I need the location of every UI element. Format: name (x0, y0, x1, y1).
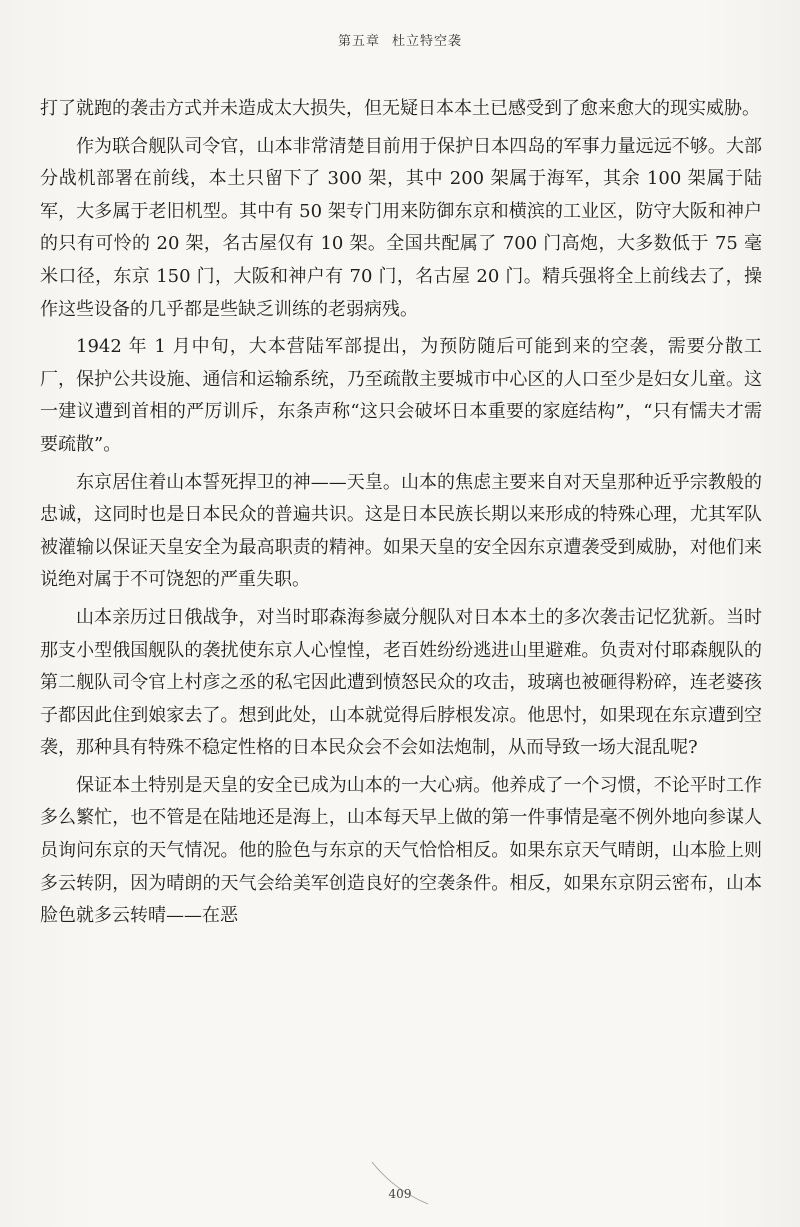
chapter-title: 杜立特空袭 (392, 34, 463, 49)
chapter-number: 第五章 (337, 34, 380, 49)
paragraph-4: 东京居住着山本誓死捍卫的神——天皇。山本的焦虑主要来自对天皇那种近乎宗教般的忠诚，这同时也是日本民众的普遍共识。这是日本民族长期以来形成的特殊心理，尤其军队被灌输以保证天皇安全为最高职责的精神。如果天皇的安全因东京遭袭受到威胁，对他们来说绝对属于不可饶恕的严重失职。 (40, 471, 762, 591)
body-text (40, 93, 762, 938)
paragraph-6: 保证本土特别是天皇的安全已成为山本的一大心病。他养成了一个习惯，不论平时工作多么繁忙，也不管是在陆地还是海上，山本每天早上做的第一件事情是毫不例外地向参谋人员询问东京的天气情况。他的脸色与东京的天气恰恰相反。如果东京天气晴朗，山本脸上则多云转阴，因为晴朗的天气会给美军创造良好的空袭条件。相反，如果东京阴云密布，山本脸色就多云转晴——在恶 (40, 774, 762, 927)
paragraph-1: 打了就跑的袭击方式并未造成太大损失，但无疑日本本土已感受到了愈来愈大的现实威胁。 (40, 98, 760, 119)
paragraph-2: 作为联合舰队司令官，山本非常清楚目前用于保护日本四岛的军事力量远远不够。大部分战机部署在前线，本土只留下了 300 架，其中 200 架属于海军，其余 100 架属于陆军，大多属于老旧机型。其中有 50 架专门用来防御东京和横滨的工业区，防守大阪和神户的只有可怜的 20 架，名古屋仅有 10 架。全国共配属了 700 门高炮，大多数低于 75 毫米口径，东京 150 门，大阪和神户有 70 门，名古屋 20 门。精兵强将全上前线去了，操作这些设备的几乎都是些缺乏训练的老弱病残。 (40, 135, 762, 320)
page-curl-decoration (368, 1160, 432, 1210)
running-head (0, 30, 800, 49)
paragraph-3: 1942 年 1 月中旬，大本营陆军部提出，为预防随后可能到来的空袭，需要分散工厂，保护公共设施、通信和运输系统，乃至疏散主要城市中心区的人口至少是妇女儿童。这一建议遭到首相的严厉训斥，东条声称“这只会破坏日本重要的家庭结构”，“只有懦夫才需要疏散”。 (40, 336, 762, 455)
page-number: 409 (388, 1187, 412, 1201)
paragraph-5: 山本亲历过日俄战争，对当时耶森海参崴分舰队对日本本土的多次袭击记忆犹新。当时那支小型俄国舰队的袭扰使东京人心惶惶，老百姓纷纷逃进山里避难。负责对付耶森舰队的第二舰队司令官上村彦之丞的私宅因此遭到愤怒民众的攻击，玻璃也被砸得粉碎，连老婆孩子都因此住到娘家去了。想到此处，山本就觉得后脖根发凉。他思忖，如果现在东京遭到空袭，那种具有特殊不稳定性格的日本民众会不会如法炮制，从而导致一场大混乱呢? (40, 606, 762, 759)
